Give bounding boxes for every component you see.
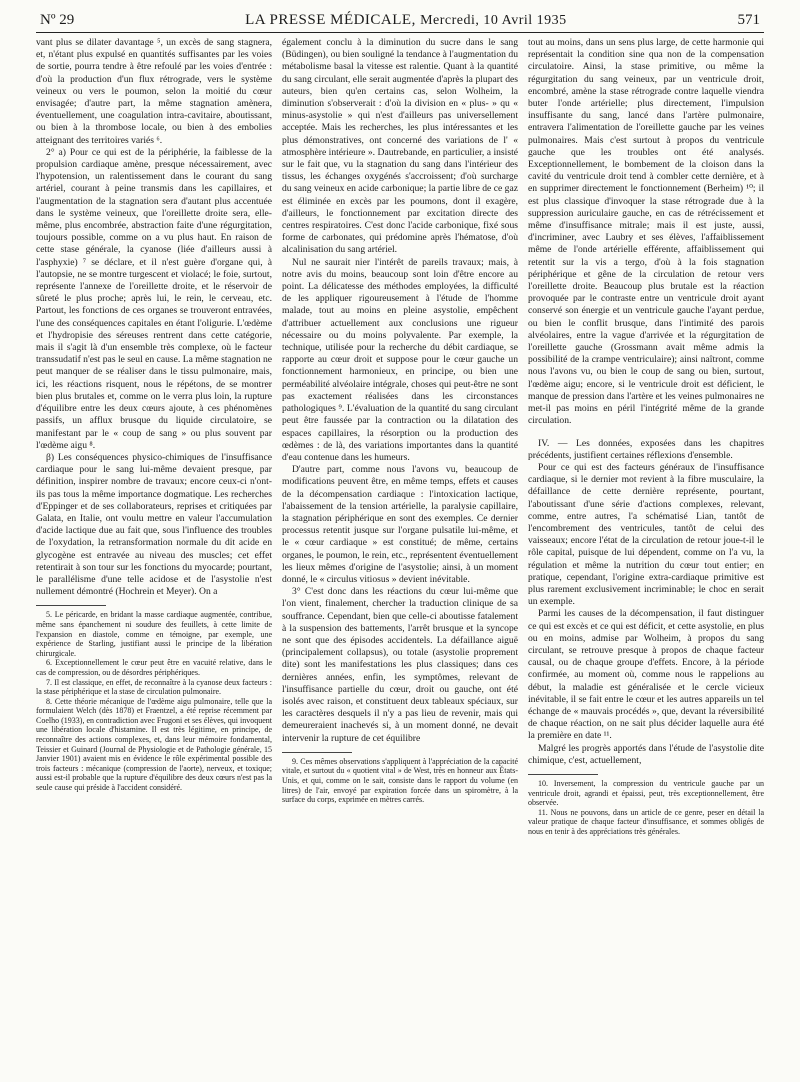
paragraph: 3° C'est donc dans les réactions du cœur lui-même que l'on vient, finalement, chercher la traduction clinique de sa souffrance. Cependant, bien que celle-ci aboutisse fatalement à la suspension des battements, l'arrêt brusque et la syncope ne sont que des épisodes accidentels. La défaillance aiguë (principalement collapsus), ou totale (asystolie proprement dite) sont les manifestations les plus classiques; dans ces dernières années, enfin, les symptômes, relevant de l'insuffisance partielle du cœur, droit ou gauche, ont été isolés avec raison, et constituent deux tableaux spéciaux, sur les caractères desquels il n'y a pas lieu de revenir, mais qui demeureraient inachevés si, à un moment donné, ne devait intervenir la rupture de cet équilibre bbox=[282, 586, 518, 744]
paragraph: également conclu à la diminution du sucre dans le sang (Büdingen), ou bien souligné la tendance à l'augmentation du métabolisme basal la vitesse est ralentie. Quant à la quantité du sang circulant, elle serait augmentée d'après la plupart des auteurs, bien qu'en certains cas, selon Wolheim, la diminution s'observerait : d'où la division en « plus- » qu « minus-asystolie » qui n'est d'ailleurs pas universellement acceptée. Mais les recherches, les plus intéressantes et les plus démonstratives, ont concerné des variations de l' « atmosphère intérieure ». Dautrebande, en particulier, a insisté sur le fait que, vu la stagnation du sang dans l'intérieur des tissus, les échanges oxygénés s'accroissent; d'où surcharge du sang veineux en acide carbonique; la partie libre de ce gaz est éliminée en excès par les poumons, dont il exagère, d'ailleurs, le fonctionnement par excitation directe des centres respiratoires. C'est donc l'acide carbonique, fixé sous forme de carbonates, qui prédomine après l'hématose, d'où alcalinisation du sang artériel. bbox=[282, 37, 518, 256]
paragraph: Pour ce qui est des facteurs généraux de l'insuffisance cardiaque, si le dernier mot revient à la fibre musculaire, la défaillance de cette dernière représente, pourtant, l'aboutissant d'une série d'actions complexes, relevant, comme, entre autres, l'a schématisé Lian, tantôt de l'encombrement des ventricules, tantôt de celui des vaisseaux; encore l'état de la circulation de retour joue-t-il le rôle capital, puisque de lui dépendent, comme on l'a vu, la régulation et même la nutrition du cœur tout entier; en pratique, cependant, l'origine extra-cardiaque primitive est plus rarement exclusivement incriminable; le choc en serait un exemple. bbox=[528, 461, 764, 608]
column-2 bbox=[282, 37, 518, 837]
footnote-separator bbox=[282, 752, 352, 753]
footnote: 9. Ces mêmes observations s'appliquent à l'appréciation de la capacité vitale, et surtout du « quotient vital » de West, très en honneur aux États-Unis, et qui, comme on le sait, consiste dans le rapport du volume (en litres) de l'air, envoyé par expiration forcée dans un spiromètre, à la surface du corps, exprimée en mètres carrés. bbox=[282, 756, 518, 805]
journal-name: LA PRESSE MÉDICALE, bbox=[245, 12, 416, 28]
column-3 bbox=[528, 37, 764, 837]
issue-number: Nº 29 bbox=[40, 12, 75, 28]
issue-date: Mercredi, 10 Avril 1935 bbox=[420, 13, 567, 28]
footnote: 10. Inversement, la compression du ventricule gauche par un ventricule droit, agrandi et épaissi, peut, très exceptionnellement, être observée. bbox=[528, 778, 764, 808]
footnote: 5. Le péricarde, en bridant la masse cardiaque augmentée, contribue, même sans épanchement ni soudure des feuillets, à cette limite de l'expansion en diastole, comme en témoigne, par exemple, une expérience de Starling, justifiant aussi le principe de la libération chirurgicale. bbox=[36, 610, 272, 658]
journal-title bbox=[245, 12, 567, 29]
paragraph: Malgré les progrès apportés dans l'étude de l'asystolie dite chimique, c'est, actuellement, bbox=[528, 742, 764, 766]
page-number: 571 bbox=[737, 12, 760, 28]
section-heading-paragraph: IV. — Les données, exposées dans les chapitres précédents, justifient certaines réflexions d'ensemble. bbox=[528, 437, 764, 461]
column-1 bbox=[36, 37, 272, 837]
paragraph: 2° a) Pour ce qui est de la périphérie, la faiblesse de la propulsion cardiaque amène, presque nécessairement, avec l'hypotension, un ralentissement dans le courant du sang artériel, courant à peine transmis dans les capillaires, et l'augmentation de la stagnation sera d'autant plus accentuée dans le système veineux, que l'oreillette droite sera, elle-même, plus encombrée, abstraction faite d'une régurgitation, toujours possible, comme on a vu plus haut. En raison de cette stase générale, la cyanose (liée d'ailleurs aussi à l'asphyxie) ⁷ se déclare, et il n'est guère d'organe qui, à l'autopsie, ne se montre turgescent et violacé; le foie, surtout, représente l'annexe de l'oreillette droite, et le réservoir de sûreté le plus proche; après lui, le rein, le cerveau, etc. Partout, les fonctions de ces organes se trouveront entravées, l'une des conséquences capitales en étant l'oligurie. L'œdème et l'hydropisie des séreuses rentrent dans cette catégorie, mais il s'agit là d'un ensemble très complexe, où le facteur transsudatif n'est pas le seul en cause. La même stagnation ne peut manquer de se réaliser dans le tissu pulmonaire, mais, ici, les réactions risquent, nous le répétons, de se montrer bien plus brutales et, comme on le verra plus loin, la rupture d'équilibre entre les deux cœurs ajoute, à ces phénomènes passifs, un afflux brusque du liquide circulatoire, se manifestant par le « coup de sang » ou plus souvent par l'œdème aigu ⁸. bbox=[36, 146, 272, 451]
footnote: 11. Nous ne pouvons, dans un article de ce genre, peser en détail la valeur pratique de chaque facteur d'insuffisance, et sommes obligés de nous en tenir à des appréciations très générales. bbox=[528, 807, 764, 836]
text-columns bbox=[36, 37, 764, 837]
page-header bbox=[36, 12, 764, 32]
footnote-separator bbox=[528, 774, 598, 775]
paragraph: β) Les conséquences physico-chimiques de l'insuffisance cardiaque pour le sang lui-même devaient presque, par définition, inspirer nombre de travaux; encore ceux-ci n'ont-ils pas tous la même importance dogmatique. Les recherches d'Eppinger et de ses collaborateurs, reprises et critiquées par Galata, en Italie, ont voulu mettre en valeur l'accumulation d'acide lactique due au fait que, sous l'influence des troubles de l'oxydation, la retransformation normale du dit acide en glycogène est entravée au niveau des muscles; cet effet retentirait à son tour sur les fonctions du myocarde; pourtant, le parallélisme d'une telle acidose et de l'asystolie n'est nullement démontré (Hochrein et Meyer). On a bbox=[36, 451, 272, 598]
footnote: 8. Cette théorie mécanique de l'œdème aigu pulmonaire, telle que la formulaient Welch (dès 1878) et Fraentzel, a été reprise récemment par Coelho (1933), en contradiction avec Frugoni et ses élèves, qui invoquent une libération locale d'histamine. Il est très légitime, en principe, de reconnaître des actions complexes, et, dans leur mémoire fondamental, Teissier et Guinard (Journal de Physiologie et de Pathologie générale, 15 Janvier 1901) avaient mis en évidence le rôle expérimental possible des trois facteurs : mécanique (compression de l'aorte), nerveux, et toxique; aussi est-il probable que la rupture d'équilibre des deux cœurs n'est pas la seule cause qui préside à l'accident considéré. bbox=[36, 696, 272, 793]
paragraph: D'autre part, comme nous l'avons vu, beaucoup de modifications peuvent être, en même temps, effets et causes de la décompensation cardiaque : l'intoxication lactique, l'abaissement de la tension artérielle, la paralysie capillaire, la stagnation périphérique en sont des exemples. Ce dernier processus retentit jusque sur l'organe pulsatile lui-même, et le « cœur cardiaque » est constitué; de même, certains organes, le poumon, le rein, etc., représentent éventuellement les lieux mêmes d'origine de l'asystolie; ainsi, à un moment donné, le « circulus vitiosus » devient inévitable. bbox=[282, 464, 518, 585]
paragraph: vant plus se dilater davantage ⁵, un excès de sang stagnera, et, n'étant plus expulsé en quantités suffisantes par les voies de sortie, pourra tendre à être refoulé par les voies d'entrée : d'où la production d'un flux rétrograde, vers le système veineux ou vers le poumon, selon la moitié du cœur envisagée; d'autre part, la même stagnation amènera, éventuellement, une coagulation intra-cavitaire, aboutissant, ou bien à la thrombose locale, ou bien à des embolies atteignant des territoires variés ⁶. bbox=[36, 37, 272, 146]
paragraph: Nul ne saurait nier l'intérêt de pareils travaux; mais, à notre avis du moins, beaucoup sont loin d'être encore au point. La délicatesse des méthodes employées, la difficulté de les appliquer rigoureusement à l'étude de l'homme malade, tout au moins en pleine asystolie, empêchent d'attribuer actuellement aux conclusions une rigueur nécessaire ou du moins polyvalente. Par exemple, la technique, utilisée pour la recherche du débit cardiaque, se rapporte au cœur droit et suppose pour le cœur gauche un fonctionnement harmonieux, en principe, ou bien une perméabilité alvéolaire intégrale, choses qui peut-être ne sont pas exactement réalisées dans les circonstances pathologiques ⁹. L'évaluation de la quantité du sang circulant peut être faussée par la contraction ou la dilatation des espaces capillaires, la résorption ou la production des œdèmes : de là, des variations importantes dans la quantité d'eau contenue dans les humeurs. bbox=[282, 256, 518, 463]
header-rule bbox=[36, 32, 764, 33]
footnote: 6. Exceptionnellement le cœur peut être en vacuité relative, dans le cas de compression, ou de désordres périphériques. bbox=[36, 658, 272, 677]
footnote: 7. Il est classique, en effet, de reconnaître à la cyanose deux facteurs : la stase périphérique et la stase de circulation pulmonaire. bbox=[36, 677, 272, 697]
paragraph: Parmi les causes de la décompensation, il faut distinguer ce qui est excès et ce qui est déficit, et cette asystolie, en plus ou en moins, admise par Wolheim, à propos du sang circulant, se retrouve presque à propos de chaque facteur causal, ou de chaque groupe d'effets. Encore, à la période confirmée, au moment où, comme nous le rappelions au début, la maladie est généralisée et le cercle vicieux inévitable, il se fait entre le cœur et les autres appareils un tel échange de « mauvais procédés », que, devant la réversibilité de chaque réaction, on ne sait plus décider laquelle aura été la première en date ¹¹. bbox=[528, 608, 764, 742]
footnote-separator bbox=[36, 605, 106, 606]
paragraph: tout au moins, dans un sens plus large, de cette harmonie qui représentait la condition sine qua non de la compensation circulatoire. Ainsi, la stase primitive, ou même la régurgitation du sang veineux, par un ventricule droit, encombré, amène la stase rétrograde contre laquelle viendra buter l'onde artérielle; plus directement, l'impulsion insuffisante du sang, lancé dans l'artère pulmonaire, entravera l'alimentation de l'oreillette gauche par les veines pulmonaires. Mais c'est surtout à propos du ventricule gauche que les troubles ont été analysés. Exceptionnellement, le bombement de la cloison dans la cavité du ventricule droit tend à combler cette dernière, et à en supprimer directement le fonctionnement (Berheim) ¹⁰; il est plus classique d'invoquer la stase rétrograde due à la suppression auriculaire gauche, en cas de rétrécissement et même d'insuffisance mitrale; mais il est juste, aussi, d'incriminer, avec Laubry et ses élèves, l'affaiblissement même de l'onde artérielle efférente, affaiblissement qui retentit sur la vis a tergo, d'où à la fois stagnation périphérique et gêne de la circulation de retour vers l'oreillette droite. Beaucoup plus brutale est la réaction provoquée par le contraste entre un ventricule droit ayant conservé son énergie et un ventricule gauche l'ayant perdue, ou bien le conflit brusque, dans l'intimité des parois alvéolaires, entre la vague d'arrivée et la régurgitation de l'oreillette gauche (Grossmann avait même admis la possibilité de la crampe ventriculaire); ainsi naîtront, comme nous l'avons vu, ou bien le coup de sang ou bien, surtout, l'œdème aigu; encore, si le ventricule droit est déficient, le manque de pression dans l'artère et les veines pulmonaires ne met-il pas moins en péril l'intégrité même de la grande circulation. bbox=[528, 37, 764, 427]
